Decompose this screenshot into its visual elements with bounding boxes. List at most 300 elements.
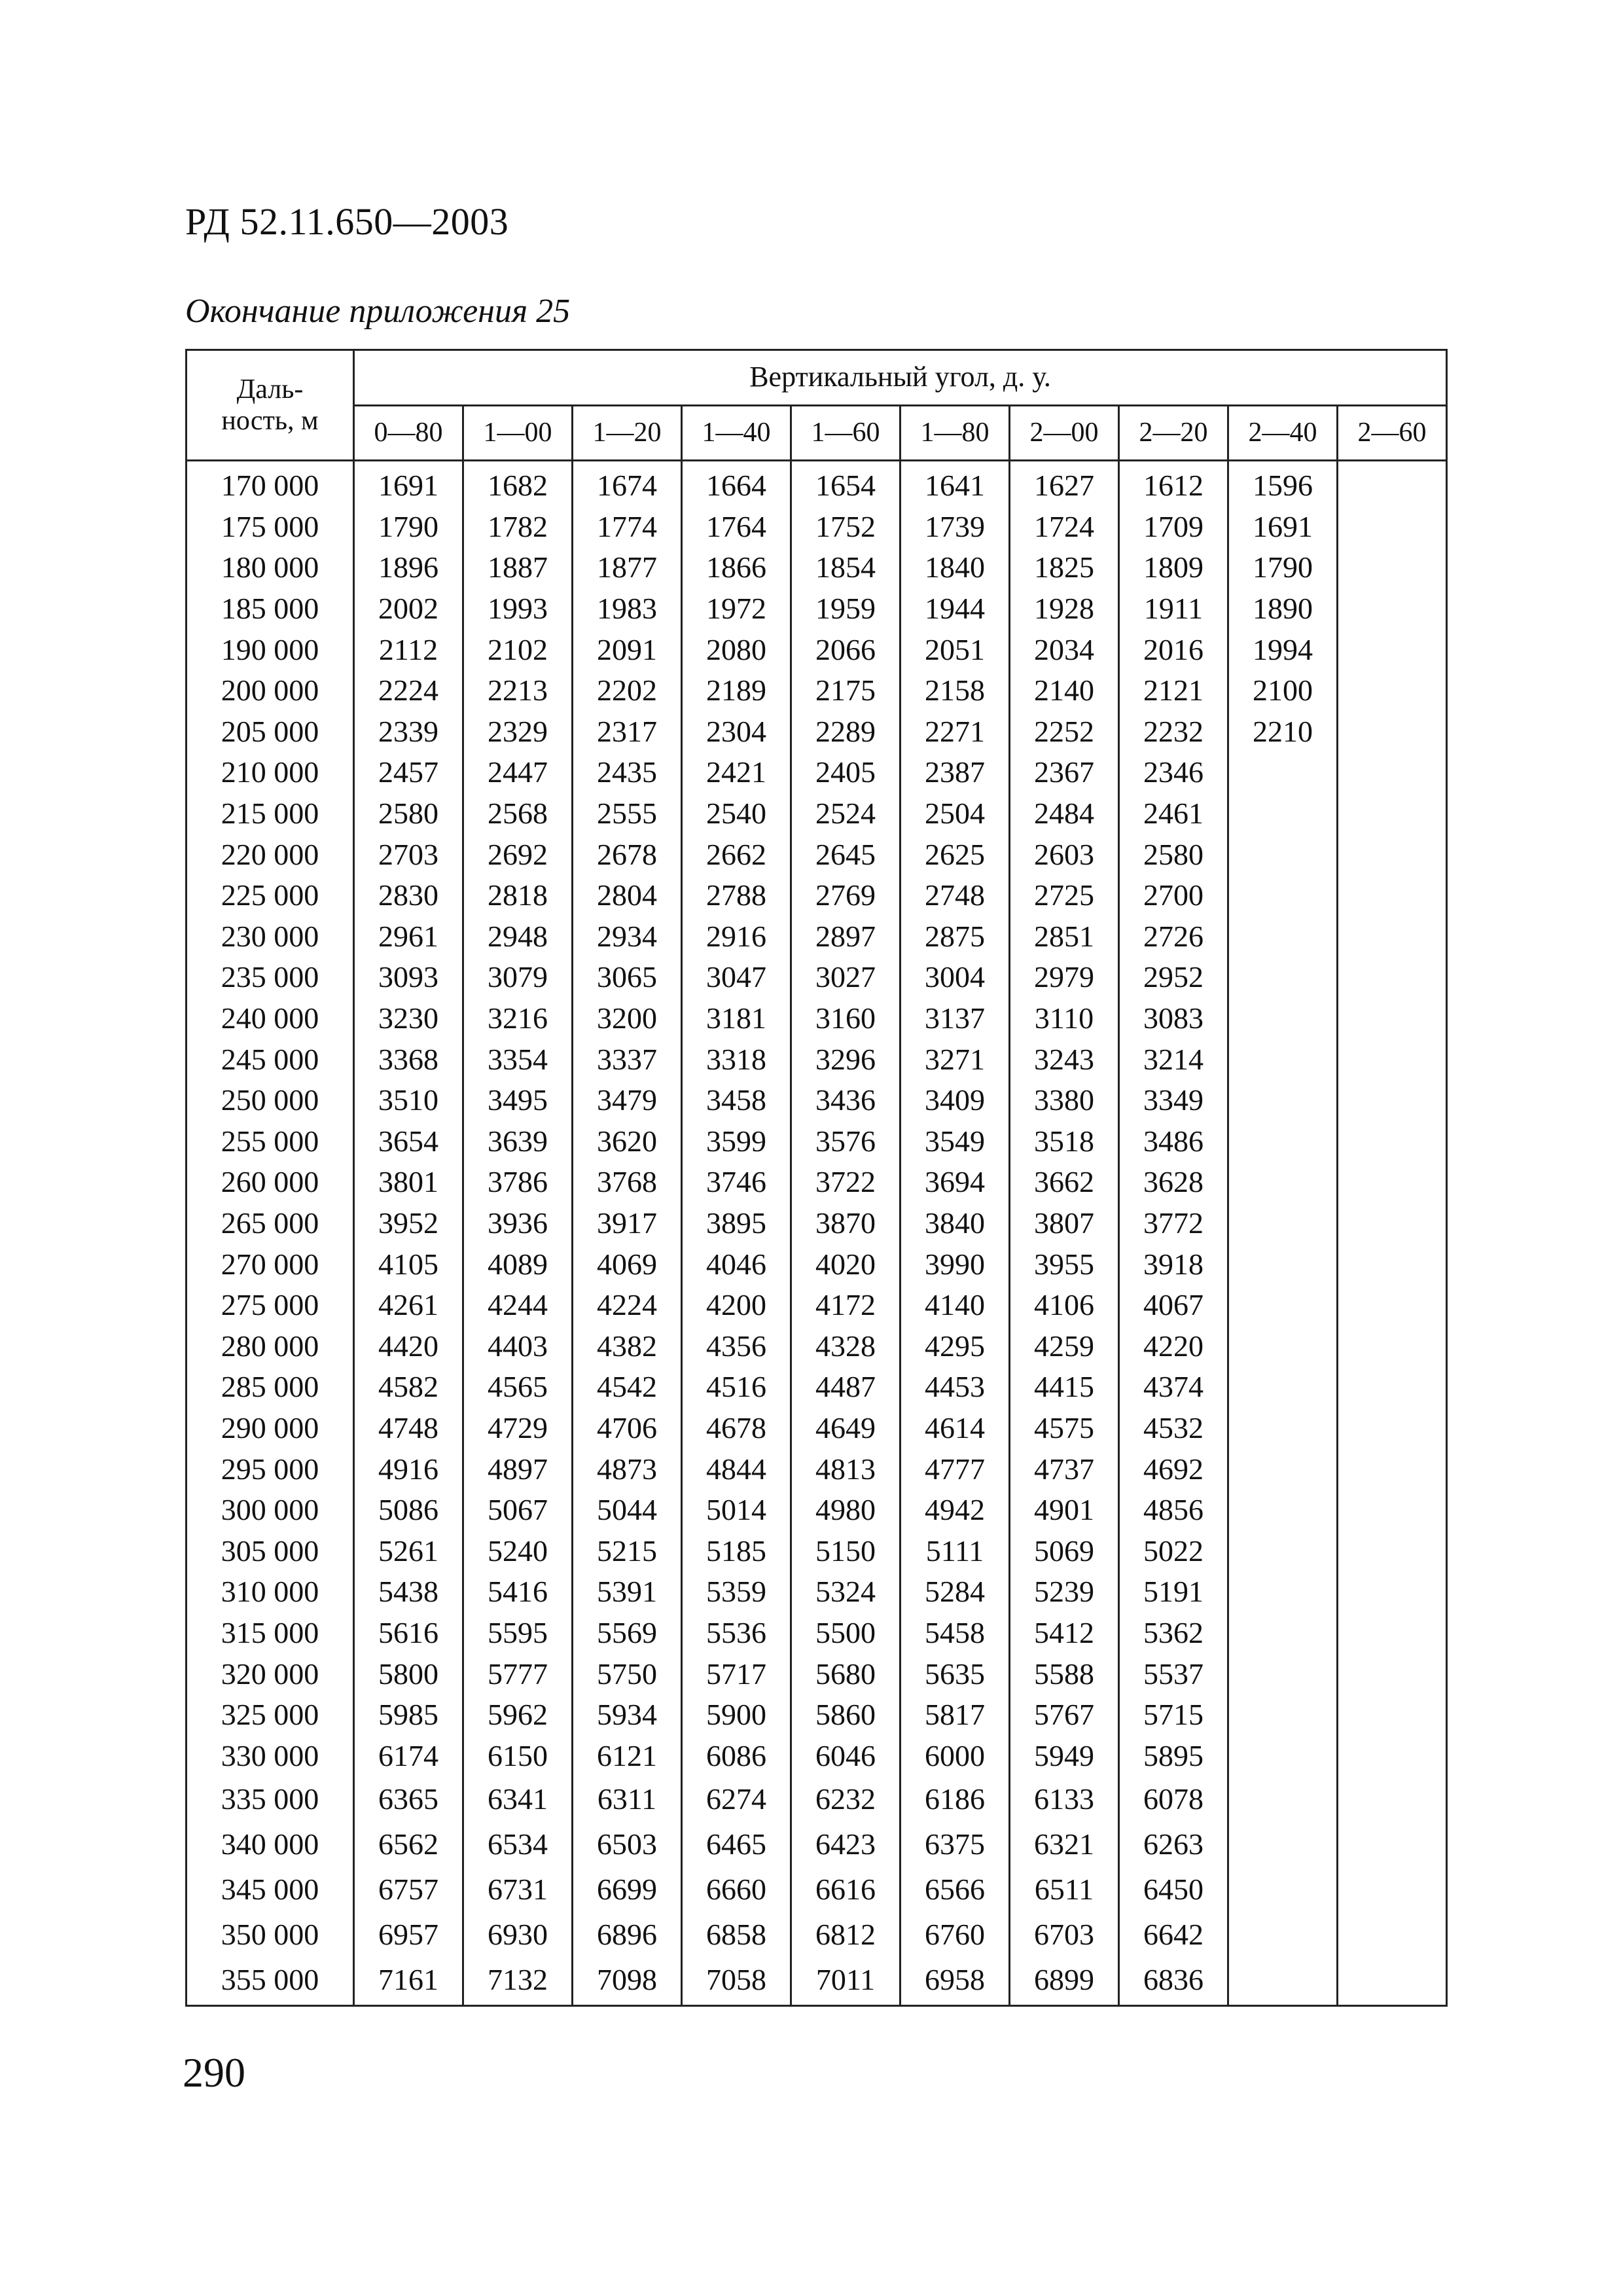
value-cell	[1338, 1039, 1447, 1080]
value-cell: 2289	[791, 711, 901, 753]
value-cell	[1228, 1653, 1338, 1695]
value-cell: 2851	[1010, 916, 1119, 958]
value-cell: 3486	[1119, 1121, 1228, 1162]
value-cell: 6703	[1010, 1912, 1119, 1957]
value-cell: 5900	[682, 1695, 791, 1736]
angle-column-header: 2—20	[1119, 405, 1228, 461]
table-row	[187, 1695, 1447, 1736]
value-cell: 2804	[573, 875, 682, 916]
value-cell: 4516	[682, 1367, 791, 1408]
value-cell	[1338, 1867, 1447, 1912]
value-cell	[1338, 1571, 1447, 1613]
value-cell: 2066	[791, 629, 901, 670]
value-cell: 6836	[1119, 1957, 1228, 2006]
value-cell	[1338, 1695, 1447, 1736]
value-cell: 3243	[1010, 1039, 1119, 1080]
value-cell	[1228, 1776, 1338, 1821]
value-cell: 4565	[463, 1367, 573, 1408]
value-cell	[1338, 1821, 1447, 1867]
value-cell: 3746	[682, 1162, 791, 1203]
value-cell: 1641	[901, 461, 1010, 507]
table-row	[187, 957, 1447, 998]
value-cell: 2662	[682, 834, 791, 875]
table-row	[187, 998, 1447, 1039]
value-cell	[1338, 629, 1447, 670]
value-cell	[1228, 1039, 1338, 1080]
value-cell: 7058	[682, 1957, 791, 2006]
value-cell: 2703	[354, 834, 463, 875]
value-cell: 2952	[1119, 957, 1228, 998]
value-cell: 4897	[463, 1448, 573, 1490]
value-cell: 1774	[573, 507, 682, 548]
document-code: РД 52.11.650—2003	[185, 200, 509, 243]
value-cell: 1972	[682, 588, 791, 630]
range-cell: 270 000	[187, 1244, 354, 1285]
table-row	[187, 1285, 1447, 1326]
page-number: 290	[183, 2049, 245, 2096]
value-cell	[1228, 1244, 1338, 1285]
value-cell: 3181	[682, 998, 791, 1039]
value-cell	[1338, 1325, 1447, 1367]
value-cell	[1338, 1367, 1447, 1408]
value-cell: 6133	[1010, 1776, 1119, 1821]
value-cell	[1338, 1490, 1447, 1531]
value-cell	[1228, 1325, 1338, 1367]
value-cell: 3510	[354, 1080, 463, 1121]
value-cell: 4729	[463, 1408, 573, 1449]
value-cell: 2405	[791, 752, 901, 793]
value-cell: 4403	[463, 1325, 573, 1367]
value-cell: 7011	[791, 1957, 901, 2006]
value-cell: 2625	[901, 834, 1010, 875]
range-cell: 200 000	[187, 670, 354, 711]
angle-columns-header-row	[187, 405, 1447, 461]
value-cell	[1228, 1448, 1338, 1490]
value-cell: 5817	[901, 1695, 1010, 1736]
value-cell	[1338, 1203, 1447, 1244]
value-cell: 1691	[1228, 507, 1338, 548]
range-cell: 275 000	[187, 1285, 354, 1326]
table-row	[187, 793, 1447, 834]
value-cell: 6465	[682, 1821, 791, 1867]
table-row	[187, 1080, 1447, 1121]
value-cell: 1596	[1228, 461, 1338, 507]
value-cell: 2091	[573, 629, 682, 670]
value-cell	[1338, 834, 1447, 875]
value-cell: 7098	[573, 1957, 682, 2006]
value-cell: 2317	[573, 711, 682, 753]
value-cell: 2100	[1228, 670, 1338, 711]
value-cell	[1338, 507, 1447, 548]
value-cell: 5111	[901, 1530, 1010, 1571]
value-cell: 5569	[573, 1613, 682, 1654]
value-cell: 2102	[463, 629, 573, 670]
value-cell: 5717	[682, 1653, 791, 1695]
value-cell: 6086	[682, 1735, 791, 1776]
value-cell: 2175	[791, 670, 901, 711]
value-cell: 1739	[901, 507, 1010, 548]
value-cell	[1228, 1162, 1338, 1203]
value-cell: 3318	[682, 1039, 791, 1080]
table-row	[187, 1367, 1447, 1408]
table-row	[187, 1776, 1447, 1821]
value-cell: 2830	[354, 875, 463, 916]
value-cell: 2580	[1119, 834, 1228, 875]
table-row	[187, 916, 1447, 958]
value-cell	[1338, 875, 1447, 916]
value-cell: 2112	[354, 629, 463, 670]
value-cell: 3368	[354, 1039, 463, 1080]
value-cell: 5191	[1119, 1571, 1228, 1613]
value-cell: 3093	[354, 957, 463, 998]
value-cell: 5359	[682, 1571, 791, 1613]
value-cell: 6958	[901, 1957, 1010, 2006]
value-cell: 5215	[573, 1530, 682, 1571]
table-row	[187, 461, 1447, 507]
value-cell: 3479	[573, 1080, 682, 1121]
value-cell: 5416	[463, 1571, 573, 1613]
value-cell: 3271	[901, 1039, 1010, 1080]
value-cell: 6760	[901, 1912, 1010, 1957]
range-cell: 190 000	[187, 629, 354, 670]
value-cell: 2524	[791, 793, 901, 834]
value-cell	[1338, 1448, 1447, 1490]
value-cell: 4777	[901, 1448, 1010, 1490]
table-row	[187, 1867, 1447, 1912]
value-cell: 5767	[1010, 1695, 1119, 1736]
appendix-title: Окончание приложения 25	[185, 293, 571, 330]
value-cell: 6511	[1010, 1867, 1119, 1912]
value-cell: 2555	[573, 793, 682, 834]
value-cell	[1228, 793, 1338, 834]
value-cell: 4487	[791, 1367, 901, 1408]
value-cell: 2051	[901, 629, 1010, 670]
value-cell: 5086	[354, 1490, 463, 1531]
value-cell: 2140	[1010, 670, 1119, 711]
value-cell: 2016	[1119, 629, 1228, 670]
table-row	[187, 1490, 1447, 1531]
value-cell: 3807	[1010, 1203, 1119, 1244]
value-cell: 2645	[791, 834, 901, 875]
range-header-line-2: ность, м	[221, 406, 319, 436]
value-cell	[1338, 1285, 1447, 1326]
value-cell: 1790	[1228, 547, 1338, 588]
value-cell: 2979	[1010, 957, 1119, 998]
value-cell: 1866	[682, 547, 791, 588]
value-cell: 5588	[1010, 1653, 1119, 1695]
table-row	[187, 752, 1447, 793]
value-cell: 6812	[791, 1912, 901, 1957]
range-cell: 255 000	[187, 1121, 354, 1162]
value-cell: 6566	[901, 1867, 1010, 1912]
value-cell: 4737	[1010, 1448, 1119, 1490]
value-cell	[1338, 588, 1447, 630]
value-cell: 3694	[901, 1162, 1010, 1203]
range-cell: 265 000	[187, 1203, 354, 1244]
value-cell: 3936	[463, 1203, 573, 1244]
value-cell: 4106	[1010, 1285, 1119, 1326]
value-cell: 4649	[791, 1408, 901, 1449]
angle-column-header: 2—00	[1010, 405, 1119, 461]
value-cell: 6150	[463, 1735, 573, 1776]
value-cell: 3004	[901, 957, 1010, 998]
range-cell: 225 000	[187, 875, 354, 916]
value-cell: 7161	[354, 1957, 463, 2006]
value-cell	[1228, 957, 1338, 998]
range-cell: 355 000	[187, 1957, 354, 2006]
angle-column-header: 2—40	[1228, 405, 1338, 461]
value-cell: 6365	[354, 1776, 463, 1821]
value-cell: 4542	[573, 1367, 682, 1408]
table-row	[187, 1203, 1447, 1244]
value-cell	[1228, 998, 1338, 1039]
value-cell: 3027	[791, 957, 901, 998]
value-cell: 3436	[791, 1080, 901, 1121]
range-cell: 250 000	[187, 1080, 354, 1121]
value-cell: 5022	[1119, 1530, 1228, 1571]
table-row	[187, 1613, 1447, 1654]
value-cell: 5895	[1119, 1735, 1228, 1776]
value-cell: 4200	[682, 1285, 791, 1326]
value-cell: 1928	[1010, 588, 1119, 630]
value-cell: 4105	[354, 1244, 463, 1285]
value-cell: 4172	[791, 1285, 901, 1326]
value-cell: 5750	[573, 1653, 682, 1695]
value-cell: 4020	[791, 1244, 901, 1285]
value-cell: 4614	[901, 1408, 1010, 1449]
table-row	[187, 1325, 1447, 1367]
value-cell: 2387	[901, 752, 1010, 793]
value-cell: 6274	[682, 1776, 791, 1821]
value-cell: 4382	[573, 1325, 682, 1367]
value-cell	[1338, 1653, 1447, 1695]
value-cell: 2080	[682, 629, 791, 670]
value-cell	[1338, 1776, 1447, 1821]
value-cell: 5595	[463, 1613, 573, 1654]
table-row	[187, 588, 1447, 630]
value-cell: 2121	[1119, 670, 1228, 711]
value-cell: 6232	[791, 1776, 901, 1821]
value-cell: 3895	[682, 1203, 791, 1244]
table-row	[187, 507, 1447, 548]
range-cell: 300 000	[187, 1490, 354, 1531]
angle-column-header: 1—40	[682, 405, 791, 461]
range-cell: 185 000	[187, 588, 354, 630]
range-cell: 205 000	[187, 711, 354, 753]
range-cell: 295 000	[187, 1448, 354, 1490]
value-cell: 5536	[682, 1613, 791, 1654]
value-cell: 1664	[682, 461, 791, 507]
value-cell: 1691	[354, 461, 463, 507]
range-column-header	[187, 350, 354, 461]
value-cell: 2304	[682, 711, 791, 753]
value-cell: 3654	[354, 1121, 463, 1162]
value-cell: 2897	[791, 916, 901, 958]
value-cell: 2232	[1119, 711, 1228, 753]
table-row	[187, 1957, 1447, 2006]
value-cell: 6311	[573, 1776, 682, 1821]
value-cell: 4069	[573, 1244, 682, 1285]
value-cell	[1338, 1121, 1447, 1162]
value-cell: 3495	[463, 1080, 573, 1121]
value-cell: 2271	[901, 711, 1010, 753]
value-cell: 5150	[791, 1530, 901, 1571]
value-cell: 1887	[463, 547, 573, 588]
value-cell: 4261	[354, 1285, 463, 1326]
value-cell	[1338, 1735, 1447, 1776]
value-cell: 3786	[463, 1162, 573, 1203]
value-cell	[1228, 916, 1338, 958]
value-cell: 4901	[1010, 1490, 1119, 1531]
range-cell: 290 000	[187, 1408, 354, 1449]
table-row	[187, 547, 1447, 588]
value-cell: 2329	[463, 711, 573, 753]
table-body	[187, 461, 1447, 2006]
value-cell: 1627	[1010, 461, 1119, 507]
value-cell: 2034	[1010, 629, 1119, 670]
value-cell: 2447	[463, 752, 573, 793]
value-cell: 4706	[573, 1408, 682, 1449]
value-cell: 6731	[463, 1867, 573, 1912]
value-cell	[1228, 1367, 1338, 1408]
value-cell	[1338, 1080, 1447, 1121]
value-cell	[1338, 1613, 1447, 1654]
value-cell: 4856	[1119, 1490, 1228, 1531]
value-cell: 6423	[791, 1821, 901, 1867]
table-row	[187, 875, 1447, 916]
value-cell: 5715	[1119, 1695, 1228, 1736]
value-cell: 2189	[682, 670, 791, 711]
value-cell: 1983	[573, 588, 682, 630]
value-cell: 1654	[791, 461, 901, 507]
range-cell: 260 000	[187, 1162, 354, 1203]
value-cell: 5261	[354, 1530, 463, 1571]
range-cell: 215 000	[187, 793, 354, 834]
value-cell: 2725	[1010, 875, 1119, 916]
angle-column-header: 0—80	[354, 405, 463, 461]
value-cell: 1877	[573, 547, 682, 588]
value-cell: 6930	[463, 1912, 573, 1957]
value-cell: 5500	[791, 1613, 901, 1654]
value-cell: 3840	[901, 1203, 1010, 1244]
range-cell: 315 000	[187, 1613, 354, 1654]
value-cell: 5185	[682, 1530, 791, 1571]
value-cell: 3409	[901, 1080, 1010, 1121]
value-cell: 4813	[791, 1448, 901, 1490]
value-cell: 5635	[901, 1653, 1010, 1695]
value-cell: 5985	[354, 1695, 463, 1736]
range-cell: 245 000	[187, 1039, 354, 1080]
table-row	[187, 1121, 1447, 1162]
value-cell: 2435	[573, 752, 682, 793]
value-cell: 4140	[901, 1285, 1010, 1326]
value-cell: 3955	[1010, 1244, 1119, 1285]
value-cell: 2252	[1010, 711, 1119, 753]
table-row	[187, 1162, 1447, 1203]
value-cell: 1790	[354, 507, 463, 548]
value-cell	[1228, 1080, 1338, 1121]
value-cell: 2580	[354, 793, 463, 834]
value-cell	[1228, 1613, 1338, 1654]
value-cell: 1782	[463, 507, 573, 548]
table-row	[187, 1408, 1447, 1449]
table-row	[187, 1653, 1447, 1695]
range-header-line-1: Даль-	[236, 374, 304, 404]
value-cell: 5680	[791, 1653, 901, 1695]
value-cell: 3137	[901, 998, 1010, 1039]
table-row	[187, 1735, 1447, 1776]
value-cell	[1228, 1490, 1338, 1531]
value-cell: 1994	[1228, 629, 1338, 670]
value-cell: 6616	[791, 1867, 901, 1912]
value-cell: 4374	[1119, 1367, 1228, 1408]
value-cell	[1228, 1285, 1338, 1326]
value-cell: 5616	[354, 1613, 463, 1654]
value-cell: 2748	[901, 875, 1010, 916]
value-cell: 2934	[573, 916, 682, 958]
value-cell	[1228, 1408, 1338, 1449]
value-cell: 2461	[1119, 793, 1228, 834]
value-cell: 2948	[463, 916, 573, 958]
value-cell	[1338, 998, 1447, 1039]
value-cell: 4244	[463, 1285, 573, 1326]
range-cell: 280 000	[187, 1325, 354, 1367]
value-cell: 1764	[682, 507, 791, 548]
value-cell: 4748	[354, 1408, 463, 1449]
value-cell: 2158	[901, 670, 1010, 711]
value-cell: 2769	[791, 875, 901, 916]
value-cell	[1338, 1162, 1447, 1203]
value-cell	[1228, 1821, 1338, 1867]
value-cell: 4220	[1119, 1325, 1228, 1367]
value-cell	[1228, 1530, 1338, 1571]
value-cell	[1338, 1244, 1447, 1285]
value-cell: 5934	[573, 1695, 682, 1736]
value-cell: 3576	[791, 1121, 901, 1162]
vertical-angle-group-header: Вертикальный угол, д. у.	[354, 350, 1447, 406]
value-cell: 2540	[682, 793, 791, 834]
value-cell: 3772	[1119, 1203, 1228, 1244]
value-cell: 3380	[1010, 1080, 1119, 1121]
value-cell: 2213	[463, 670, 573, 711]
value-cell: 4295	[901, 1325, 1010, 1367]
angle-column-header: 1—00	[463, 405, 573, 461]
range-cell: 330 000	[187, 1735, 354, 1776]
value-cell: 6263	[1119, 1821, 1228, 1867]
value-cell: 5860	[791, 1695, 901, 1736]
value-cell: 3110	[1010, 998, 1119, 1039]
value-cell: 1890	[1228, 588, 1338, 630]
range-cell: 305 000	[187, 1530, 354, 1571]
value-cell: 6503	[573, 1821, 682, 1867]
range-cell: 350 000	[187, 1912, 354, 1957]
value-cell: 4046	[682, 1244, 791, 1285]
value-cell	[1228, 1867, 1338, 1912]
value-cell	[1338, 1408, 1447, 1449]
value-cell: 4259	[1010, 1325, 1119, 1367]
value-cell: 3662	[1010, 1162, 1119, 1203]
value-cell: 1752	[791, 507, 901, 548]
value-cell	[1338, 670, 1447, 711]
value-cell: 3079	[463, 957, 573, 998]
range-cell: 180 000	[187, 547, 354, 588]
value-cell: 6896	[573, 1912, 682, 1957]
value-cell: 3200	[573, 998, 682, 1039]
value-cell: 3214	[1119, 1039, 1228, 1080]
value-cell: 4089	[463, 1244, 573, 1285]
value-cell: 4415	[1010, 1367, 1119, 1408]
value-cell	[1338, 793, 1447, 834]
